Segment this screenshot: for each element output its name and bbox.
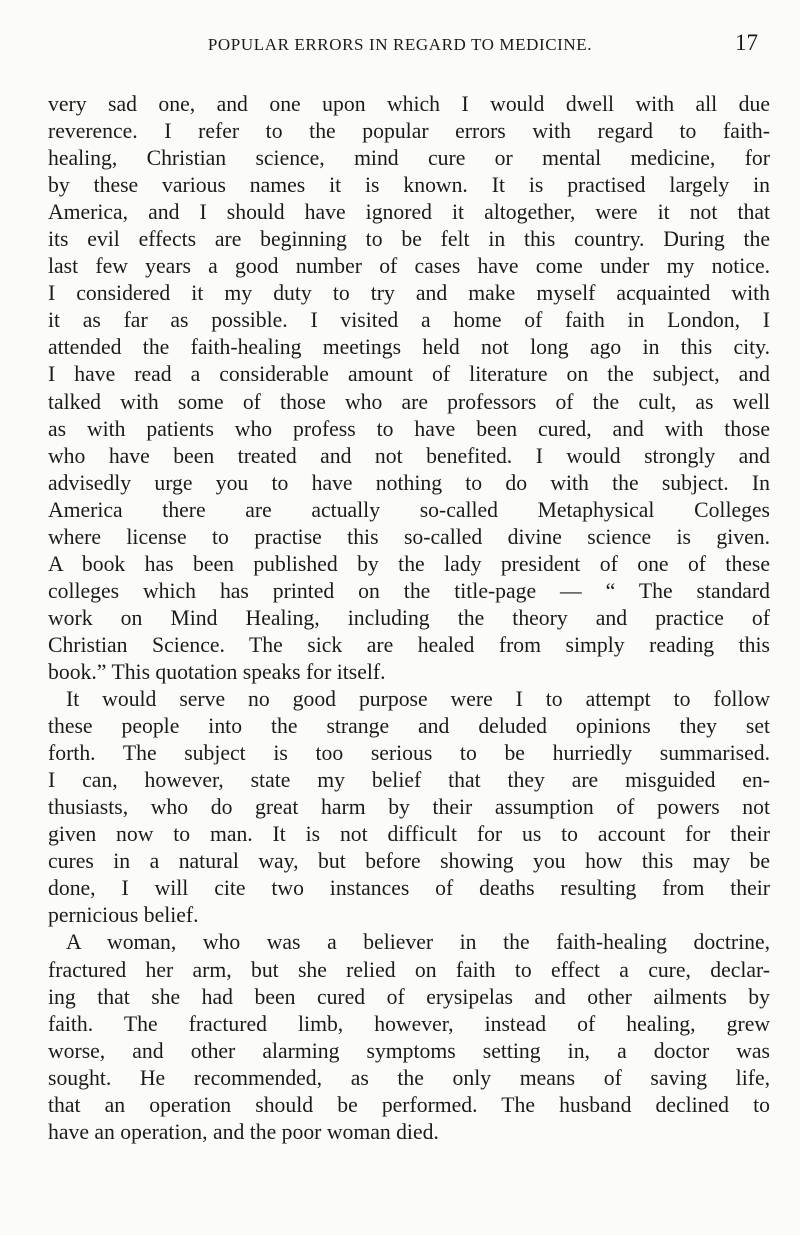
- paragraph-3: [48, 929, 770, 1145]
- text-line: done, I will cite two instances of deaths resulting from their: [48, 876, 770, 901]
- text-line: that an operation should be performed. The husband declined to: [48, 1092, 770, 1117]
- text-line: by these various names it is known. It is practised largely in: [48, 173, 770, 198]
- text-line: work on Mind Healing, including the theory and practice of: [48, 605, 770, 630]
- paragraph-2: [48, 686, 770, 929]
- text-line: have an operation, and the poor woman died.: [48, 1119, 439, 1144]
- text-line: I considered it my duty to try and make myself acquainted with: [48, 281, 770, 306]
- page-number: 17: [735, 30, 758, 55]
- text-line: its evil effects are beginning to be felt in this country. During the: [48, 227, 770, 252]
- paragraph-1: [48, 91, 770, 686]
- text-line: cures in a natural way, but before showing you how this may be: [48, 849, 770, 874]
- text-line: healing, Christian science, mind cure or mental medicine, for: [48, 146, 770, 171]
- text-line: as with patients who profess to have been cured, and with those: [48, 416, 770, 441]
- text-line: very sad one, and one upon which I would dwell with all due: [48, 92, 770, 116]
- body-text: [48, 91, 770, 1146]
- text-line: It would serve no good purpose were I to attempt to follow: [66, 687, 770, 712]
- text-line: attended the faith-healing meetings held not long ago in this city.: [48, 335, 770, 360]
- text-line: thusiasts, who do great harm by their assumption of powers not: [48, 795, 770, 820]
- text-line: it as far as possible. I visited a home of faith in London, I: [48, 308, 770, 333]
- text-line: faith. The fractured limb, however, instead of healing, grew: [48, 1011, 770, 1036]
- text-line: these people into the strange and deluded opinions they set: [48, 714, 770, 739]
- text-line: reverence. I refer to the popular errors with regard to faith-: [48, 119, 770, 144]
- text-line: where license to practise this so-called divine science is given.: [48, 524, 770, 549]
- text-line: forth. The subject is too serious to be hurriedly summarised.: [48, 741, 770, 766]
- running-head: POPULAR ERRORS IN REGARD TO MEDICINE.: [207, 35, 593, 54]
- text-line: who have been treated and not benefited. I would strongly and: [48, 443, 770, 468]
- text-line: fractured her arm, but she relied on faith to effect a cure, declar-: [48, 957, 770, 982]
- text-line: last few years a good number of cases have come under my notice.: [48, 254, 770, 279]
- text-line: Christian Science. The sick are healed from simply reading this: [48, 632, 770, 657]
- text-line: worse, and other alarming symptoms setting in, a doctor was: [48, 1038, 770, 1063]
- text-line: I can, however, state my belief that they are misguided en-: [48, 768, 770, 793]
- text-line: talked with some of those who are professors of the cult, as well: [48, 389, 770, 414]
- text-line: book.” This quotation speaks for itself.: [48, 659, 386, 684]
- text-line: advisedly urge you to have nothing to do with the subject. In: [48, 470, 770, 495]
- text-line: A woman, who was a believer in the faith-healing doctrine,: [66, 930, 770, 955]
- text-line: A book has been published by the lady president of one of these: [48, 551, 770, 576]
- text-line: colleges which has printed on the title-page — “ The standard: [48, 578, 770, 603]
- text-line: ing that she had been cured of erysipelas and other ailments by: [48, 984, 770, 1009]
- text-line: pernicious belief.: [48, 903, 199, 928]
- text-line: sought. He recommended, as the only means of saving life,: [48, 1065, 770, 1090]
- text-line: given now to man. It is not difficult for us to account for their: [48, 822, 770, 847]
- text-line: America there are actually so-called Metaphysical Colleges: [48, 497, 770, 522]
- text-line: America, and I should have ignored it altogether, were it not that: [48, 200, 770, 225]
- text-line: I have read a considerable amount of literature on the subject, and: [48, 362, 770, 387]
